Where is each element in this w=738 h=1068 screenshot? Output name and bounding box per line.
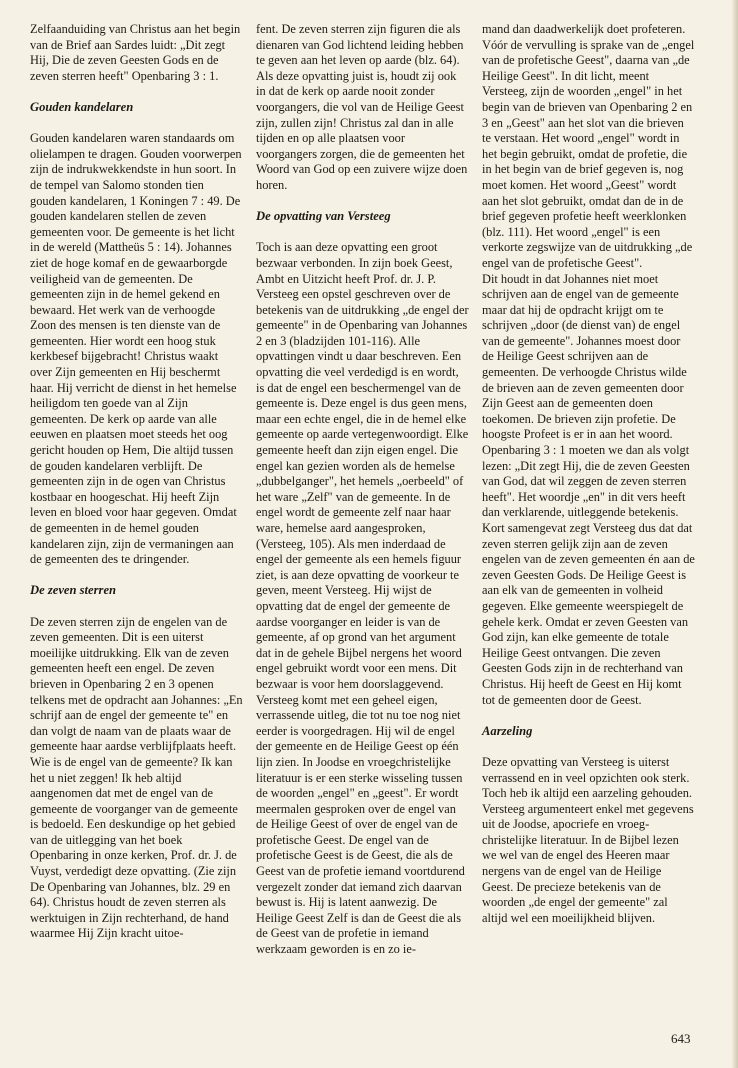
paragraph-sterren: De zeven sterren zijn de engelen van de zeven gemeenten. Dit is een uiterst moeilijke uitdrukking. Elk van de zeven gemeenten heeft een engel. De zeven brieven in Openbaring 2 en 3 openen telkens met de opdracht aan Johannes: „En schrijf aan de engel der gemeente te" en dan volgt de naam van de plaats waar de gemeente haar aardse verblijfplaats heeft. Wie is de engel van de gemeente? Ik kan het u niet zeggen! Ik heb altijd aangenomen dat met de engel van de gemeente de voorganger van de gemeente is bedoeld. Een deskundige op het gebied van de uitlegging van het boek Openbaring in onze kerken, Prof. dr. J. de Vuyst, verdedigt deze opvatting. (Zie zijn De Openbaring van Johannes, blz. 29 en 64). Christus houdt de zeven sterren als werktuigen in Zijn rechterhand, de hand waarmee Hij Zijn kracht uitoe- xyxy=(30,614,243,941)
paragraph-kandelaren: Gouden kandelaren waren standaards om olielampen te dragen. Gouden voorwerpen zijn de indrukwekkendste in hun soort. In de tempel van Salomo stonden tien gouden kandelaren, 1 Koningen 7 : 49. De gouden kandelaren stellen de zeven gemeenten voor. De gemeente is het licht in de wereld (Mattheüs 5 : 14). Johannes ziet de hoge komaf en de gewaarborgde veiligheid van de gemeenten. De gemeenten zijn in de hemel gekend en bewaard. Het werk van de verhoogde Zoon des mensen is ten dienste van de gemeenten. Hier wordt een hoog stuk kerkbesef bijgebracht! Christus waakt over Zijn gemeenten en Hij beschermt haar. Hij verricht de dienst in het hemelse heiligdom ten goede van al Zijn gemeenten. De kerk op aarde van alle eeuwen en plaatsen moet steeds het oog gericht houden op Hem, Die altijd tussen de gouden kandelaren verblijft. De gemeenten zijn in de ogen van Christus kostbaar en hoogeschat. Hij heeft Zijn leven en bloed voor haar gegeven. Omdat de gemeenten in de hemel gouden kandelaren zijn, zijn de vermaningen aan de gemeenten des te dringender. xyxy=(30,131,242,567)
paragraph-intro: Zelfaanduiding van Christus aan het begin van de Brief aan Sardes luidt: „Dit zegt Hij, Die de zeven Geesten Gods en de zeven sterren heeft" Openbaring 3 : 1. xyxy=(30,22,241,83)
paragraph-continuation: mand dan daadwerkelijk doet profeteren. Vóór de vervulling is sprake van de „engel van de profetische Geest", daarna van „de Heilige Geest". In dit licht, meent Versteeg, zijn de woorden „engel" in het begin van de brieven van Openbaring 2 en 3 en „Geest" aan het slot van die brieven te verstaan. Het woord „engel" wordt in het begin gebruikt, omdat de profetie, die in het begin van de brief gegeven is, nog moet komen. Het woord „Geest" wordt aan het slot gebruikt, omdat dan de in de brief gegeven profetie heeft weerklonken (blz. 111). Het woord „engel" is een verkorte zegswijze van de uitdrukking „de engel van de profetische Geest". xyxy=(482,22,695,270)
text-columns xyxy=(30,22,715,1032)
column-1 xyxy=(30,22,243,942)
column-3 xyxy=(482,22,695,926)
heading-aarzeling: Aarzeling xyxy=(482,723,533,738)
paragraph-aarzeling: Deze opvatting van Versteeg is uiterst verrassend en in veel opzichten ook sterk. Toch heb ik altijd een aarzeling gehouden. Versteeg argumenteert enkel met gegevens uit de Joodse, apocriefe en vroeg-christelijke literatuur. In de Bijbel lezen we wel van de engel des Heeren maar nergens van de engel van de Heilige Geest. De precieze betekenis van de woorden „de engel der gemeente" zal altijd wel een moeilijkheid blijven. xyxy=(482,754,694,925)
paragraph-dit-houdt-in: Dit houdt in dat Johannes niet moet schrijven aan de engel van de gemeente maar dat hij de opdracht krijgt om te schrijven „door (de dienst van) de engel van de gemeente". Johannes moest door de Heilige Geest schrijven aan de gemeenten. De verhoogde Christus wilde de brieven aan de zeven gemeenten door Zijn Geest aan de gemeenten doen toekomen. De brieven zijn profetie. De hoogste Profeet is er in aan het woord. Openbaring 3 : 1 moeten we dan als volgt lezen: „Dit zegt Hij, die de zeven Geesten van God, dat wil zeggen de zeven sterren heeft". Het woordje „en" in dit vers heeft dan verklarende, uitleggende betekenis. Kort samengevat zegt Versteeg dus dat dat zeven sterren gelijk zijn aan de zeven engelen van de zeven gemeenten én aan de zeven Geesten Gods. De Heilige Geest is aan elk van de gemeenten in volheid gegeven. Elke gemeente weerspiegelt de gehele kerk. Omdat er zeven Geesten van God zijn, kan elke gemeente de totale Heilige Geest ontvangen. Die zeven Geesten Gods zijn in de rechterhand van Christus. Hij heeft de Geest en Hij komt tot de gemeenten door de Geest. xyxy=(482,271,695,707)
paragraph-versteeg: Toch is aan deze opvatting een groot bezwaar verbonden. In zijn boek Geest, Ambt en Uitzicht heeft Prof. dr. J. P. Versteeg een opstel geschreven over de betekenis van de uitdrukking „de engel der gemeente" in de Openbaring van Johannes 2 en 3 (bladzijden 101-116). Alle opvattingen vindt u daar beschreven. Een opvatting die veel verdedigd is en wordt, is dat de engel een beschermengel van de gemeente is. Deze engel is dus geen mens, maar een echte engel, die in de hemel elke gemeente op aarde vertegenwoordigt. Elke gemeente heeft dan zijn eigen engel. Die engel kan gezien worden als de hemelse „dubbelganger", het hemels „oerbeeld" of het ware „Zelf" van de gemeente. In de engel wordt de gemeente zelf naar haar ware, hemelse aard aangesproken, (Versteeg, 105). Als men inderdaad de engel der gemeente als een hemels figuur ziet, is aan deze opvatting de voorkeur te geven, meent Versteeg. Hij wijst de opvatting dat de engel der gemeente de aardse voorganger en leider is van de gemeente, af op grond van het argument dat in de gehele Bijbel nergens het woord engel gebruikt wordt voor een mens. Dit bezwaar is voor hem doorslaggevend. Versteeg komt met een geheel eigen, verrassende uitleg, die tot nu toe nog niet eerder is voorgedragen. Hij wil de engel der gemeente en de Heilige Geest op één lijn zien. In Joodse en vroegchristelijke literatuur is er een sterke wisseling tussen de woorden „engel" en „geest". Er wordt meermalen gesproken over de engel van de Heilige Geest of over de engel van de profetische Geest. De engel van de profetische Geest is de Geest, die als de Geest van de profetie iemand voortdurend vergezelt zonder dat iemand zich daarvan bewust is. Hij is latent aanwezig. De Heilige Geest Zelf is dan de Geest die als de Geest van de profetie in iemand werkzaam geworden is en zo ie- xyxy=(256,240,469,957)
heading-opvatting-versteeg: De opvatting van Versteeg xyxy=(256,209,391,224)
heading-zeven-sterren: De zeven sterren xyxy=(30,583,117,598)
column-2 xyxy=(256,22,469,958)
paragraph-continuation: fent. De zeven sterren zijn figuren die als dienaren van God lichtend leiding hebben te geven aan het leven op aarde (blz. 64). Als deze opvatting juist is, houdt zij ook in dat de kerk op aarde nooit zonder voorgangers, die vol van de Heilige Geest zijn, zullen zijn! Christus zal dan in alle tijden en op alle plaatsen voor voorgangers zorgen, die de gemeenten het Woord van God op een zuivere wijze doen horen. xyxy=(256,22,468,192)
heading-gouden-kandelaren: Gouden kandelaren xyxy=(30,99,134,114)
page-edge xyxy=(732,0,738,1068)
page-number: 643 xyxy=(671,1031,691,1046)
